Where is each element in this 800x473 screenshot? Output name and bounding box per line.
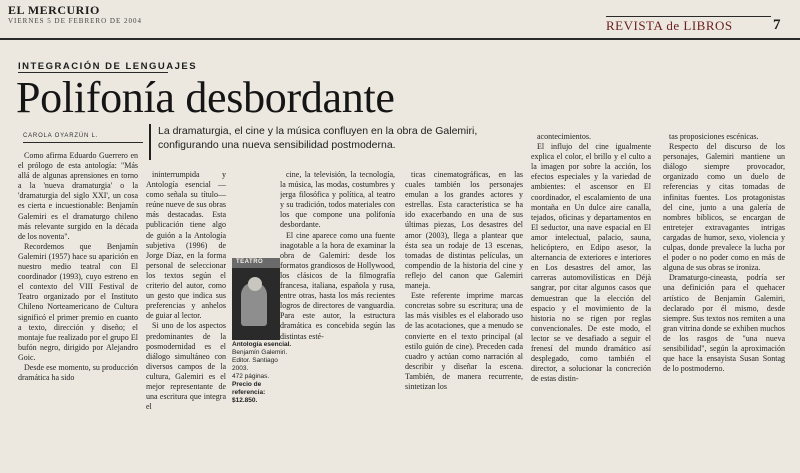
paragraph: Si uno de los aspectos predominantes de la posmodernidad es el diálogo simultáneo con diversos campos de la cultura, Galemiri es el mejor representante de una escritura que integra el bbox=[146, 321, 226, 412]
caption-title: Antología esencial. bbox=[232, 341, 292, 348]
paragraph: Dramaturgo-cineasta, podría ser una definición para el quehacer artístico de Benjamín Galemiri, declarado por él mismo, desde siempre. Sus textos nos remiten a una gran vitrina donde se exhiben muchos de los rasgos de "una nueva sensibilidad", según la aproximación que hace la ensayista Susan Sontag de lo postmoderno. bbox=[663, 273, 785, 374]
paragraph: tas proposiciones escénicas. bbox=[669, 132, 759, 141]
paragraph: acontecimientos. bbox=[537, 132, 591, 141]
article-column-5 bbox=[531, 132, 651, 473]
byline: CAROLA OYARZÚN L. bbox=[23, 133, 99, 139]
byline-rule bbox=[23, 142, 143, 143]
caption-price: Precio de referencia: $12.850. bbox=[232, 381, 266, 404]
headline: Polifonía desbordante bbox=[16, 73, 395, 122]
publication-date: VIERNES 5 DE FEBRERO DE 2004 bbox=[8, 17, 142, 25]
deck: La dramaturgia, el cine y la música confluyen en la obra de Galemiri, configurando una nueva sensibilidad postmoderna. bbox=[158, 125, 478, 151]
masthead bbox=[0, 0, 800, 38]
paragraph: ticas cinematográficas, en las cuales también los personajes emulan a los grandes actores y estrellas. Esta característica se ha ido exacerbando en una de sus últimas piezas, Los desastres del amor (2003), llega a plantear que ésta sea un rodaje de 13 escenas, tomadas de distintas películas, un compendio de la historia del cine y reflejo del canon que Galemiri maneja. bbox=[405, 170, 523, 291]
article-column-3 bbox=[280, 170, 395, 473]
paragraph: El cine aparece como una fuente inagotable a la hora de examinar la obra de Galemiri: desde los formatos grandiosos de Hollywood, los clásicos de la filmografía francesa, italiana, española y rusa, entre otras, hasta los más recientes logros de directores de vanguardia. Para este autor, la estructura dramática es concebida según las distintas esté- bbox=[280, 230, 395, 341]
page-number: 7 bbox=[773, 17, 781, 33]
kicker: INTEGRACIÓN DE LENGUAJES bbox=[18, 61, 198, 72]
paragraph: Desde ese momento, su producción dramática ha sido bbox=[18, 362, 138, 383]
caption-publisher: Editor. Santiago bbox=[232, 357, 278, 364]
paragraph: ininterrumpida y Antología esencial —como señala su título— reúne nueve de sus obras más destacadas. Esta publicación tiene algo de guión a la Antología subjetiva (1996) de Jorge Díaz, en la forma personal de seleccionar los textos según el criterio del autor, como un gesto que indica sus preferencias y anhelos de guiar al lector. bbox=[146, 170, 226, 321]
article-column-1 bbox=[18, 151, 138, 473]
deck-bar bbox=[149, 124, 151, 160]
paragraph: Respecto del discurso de los personajes, Galemiri mantiene un diálogo siempre provocador, organizado como un duelo de referencias y citas tomadas de infinitas fuentes. Los protagonistas del cine, junto a una galería de nombres bíblicos, se encargan de entretejer extravagantes intrigas cargadas de humor, sexo, violencia y culpas, donde prevalece la lucha por el poder o no poder como en más de alguna de sus obras se ironiza. bbox=[663, 142, 785, 273]
book-caption bbox=[232, 341, 292, 405]
section-rule bbox=[606, 16, 771, 17]
masthead-rule bbox=[0, 38, 800, 40]
paragraph: Este referente imprime marcas concretas sobre su escritura; una de las más visibles es el elaborado uso de las acotaciones, que a menudo se convierte en el texto principal (al estilo guión de cine). Preceden cada cuadro y actúan como narración al describir y diseñar la escena. También, de manera recurrente, sintetizan los bbox=[405, 291, 523, 391]
author-face bbox=[248, 277, 262, 291]
section-name: REVISTA de LIBROS bbox=[606, 18, 733, 33]
book-cover-image bbox=[232, 258, 280, 340]
paragraph: Como afirma Eduardo Guerrero en el prólogo de esta antología: "Más allá de algunas aprensiones en torno a la 'nueva dramaturgia' o la 'dramaturgia del siglo XXI', un cosa es cierta e incuestionable: Benjamín Galemiri es el dramaturgo chileno más relevante surgido en la década de los noventa". bbox=[18, 151, 138, 241]
caption-pages: 472 páginas. bbox=[232, 373, 270, 380]
book-cover-title: TEATRO bbox=[236, 259, 264, 265]
paragraph: El influjo del cine igualmente explica el color, el brillo y el culto a la imagen por sobre la acción, los efectos especiales y la variedad de ambientes: el ascensor en El coordinador, el escalamiento de una montaña en Un dulce aire canalla, tejados, oficinas y departamentos en El seductor, una nave espacial en El amor intelectual, palacio, sauna, helicóptero, en Edipo asesor, la alternancia de exteriores e interiores en Los desastres del amor, las carreras automovilísticas en Déjà sangrar, por citar algunos casos que demuestran que la elección del espacio y el movimiento de la historia no se rigen por reglas convencionales. De este modo, el lector se ve desafiado a seguir el frenesí del mundo dramático así desplegado, como también el director, a solucionar la concreción de estas distin- bbox=[531, 142, 651, 384]
publication-name: EL MERCURIO bbox=[8, 3, 100, 17]
article-column-6 bbox=[663, 132, 785, 473]
paragraph: Recordemos que Benjamín Galemiri (1957) hace su aparición en nuestro medio teatral con El coordinador (1993), cuyo estreno en el contexto del VIII Festival de Teatro organizado por el Instituto Chileno Norteamericano de Cultura significó el primer premio en cuanto a texto, dirección y diseño; el montaje fue realizado por el grupo El bufón negro, dirigido por Alejandro Goic. bbox=[18, 241, 138, 362]
caption-author: Benjamín Galemiri. bbox=[232, 349, 288, 356]
article-column-4 bbox=[405, 170, 523, 473]
caption-year: 2003. bbox=[232, 365, 249, 372]
paragraph: cine, la televisión, la tecnología, la música, las modas, costumbres y jerga filosófica y política, al teatro y su tradición, todos materiales con los que compone una polifonía desbordante. bbox=[280, 170, 395, 230]
